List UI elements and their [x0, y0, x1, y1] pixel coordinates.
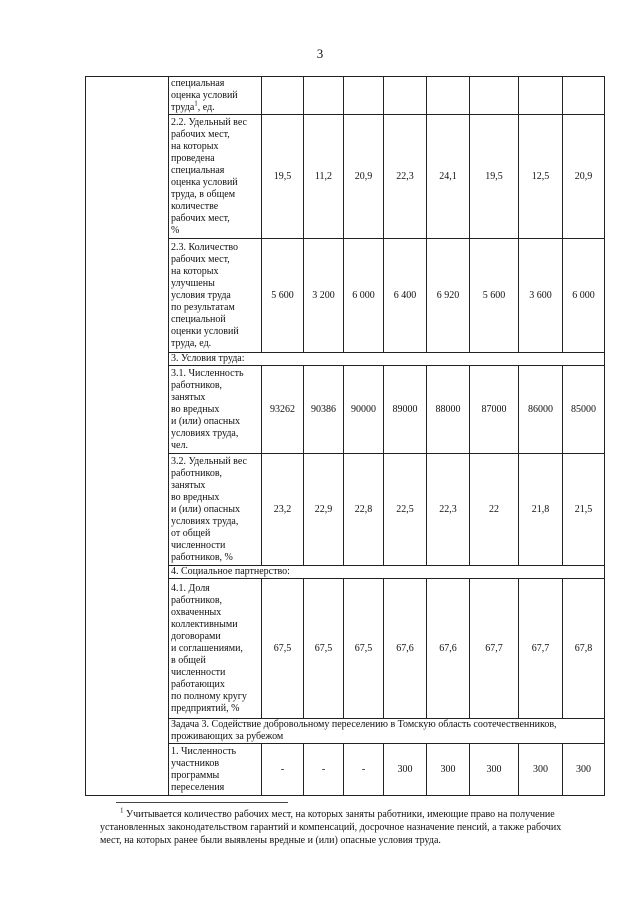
indicator-line: во вредных — [171, 403, 220, 415]
footnote-text: Учитывается количество рабочих мест, на которых заняты работники, имеющие право на получение — [126, 809, 555, 820]
indicator-line: занятых — [171, 391, 206, 403]
indicator-name — [169, 77, 262, 115]
indicator-line: работающих — [171, 678, 225, 690]
indicator-line: на которых — [171, 265, 219, 277]
indicator-line: условиях труда, — [171, 515, 239, 527]
indicator-line: 3.1. Численность — [171, 367, 244, 379]
value-cell: 300 — [384, 744, 427, 796]
section-heading: 4. Социальное партнерство: — [169, 566, 605, 579]
value-cell: 67,5 — [262, 579, 304, 719]
value-cell: 90000 — [344, 366, 384, 454]
indicator-line: в общей — [171, 654, 206, 666]
value-cell: 22,8 — [344, 454, 384, 566]
value-cell: 88000 — [427, 366, 470, 454]
value-cell: 300 — [519, 744, 563, 796]
indicator-line: количестве — [171, 200, 219, 212]
indicator-line: и (или) опасных — [171, 415, 241, 427]
value-cell: 6 920 — [427, 239, 470, 353]
indicator-line: на которых — [171, 140, 219, 152]
value-cell: 21,5 — [563, 454, 605, 566]
indicator-line: во вредных — [171, 491, 220, 503]
value-cell: 20,9 — [563, 115, 605, 239]
indicator-name — [169, 454, 262, 566]
indicator-line: работников, — [171, 467, 223, 479]
indicator-line: 4.1. Доля — [171, 582, 210, 594]
indicator-unit: ед. — [202, 101, 215, 113]
indicator-line: коллективными — [171, 618, 238, 630]
indicator-line: проведена — [171, 152, 215, 164]
indicator-line: оценка условий — [171, 176, 238, 188]
value-cell: 22,3 — [384, 115, 427, 239]
indicator-line: численности — [171, 666, 226, 678]
indicator-line: и соглашениями, — [171, 642, 243, 654]
indicator-name — [169, 579, 262, 719]
indicator-line: участников — [171, 757, 220, 769]
value-cell: 12,5 — [519, 115, 563, 239]
indicator-line: труда$^1$, ед. — [171, 99, 215, 113]
value-cell: 93262 — [262, 366, 304, 454]
indicator-line: от общей — [171, 527, 211, 539]
blank-column-cell — [86, 77, 169, 796]
value-cell: 6 400 — [384, 239, 427, 353]
indicator-line: рабочих мест, — [171, 253, 230, 265]
value-cell — [563, 77, 605, 115]
value-cell: 67,7 — [470, 579, 519, 719]
indicator-line: специальная — [171, 164, 225, 176]
value-cell: 67,8 — [563, 579, 605, 719]
indicator-line: договорами — [171, 630, 221, 642]
value-cell — [519, 77, 563, 115]
value-cell: 5 600 — [262, 239, 304, 353]
footnote-text: мест, на которых ранее были выявлены вредные и (или) опасные условия труда. — [100, 835, 441, 846]
indicator-line: 3.2. Удельный вес — [171, 455, 247, 467]
indicator-text: труда — [171, 101, 195, 113]
indicator-line: труда, в общем — [171, 188, 236, 200]
value-cell: 22,9 — [304, 454, 344, 566]
value-cell: 67,6 — [384, 579, 427, 719]
indicator-line: охваченных — [171, 606, 222, 618]
value-cell: 6 000 — [563, 239, 605, 353]
value-cell: 6 000 — [344, 239, 384, 353]
footnote-line — [100, 808, 602, 821]
indicator-line: чел. — [171, 439, 188, 451]
section-heading: 3. Условия труда: — [169, 353, 605, 366]
indicators-table — [85, 76, 605, 796]
indicator-line: 2.2. Удельный вес — [171, 116, 247, 128]
indicator-line: численности — [171, 539, 226, 551]
value-cell: 85000 — [563, 366, 605, 454]
value-cell: 300 — [563, 744, 605, 796]
indicator-line: условиях труда, — [171, 427, 239, 439]
indicator-line: работников, — [171, 594, 223, 606]
indicator-line: % — [171, 224, 180, 236]
indicator-line: и (или) опасных — [171, 503, 241, 515]
footnote-divider — [116, 802, 288, 803]
footnote — [100, 808, 602, 847]
indicator-line: 2.3. Количество — [171, 241, 239, 253]
indicator-line: оценка условий — [171, 89, 238, 101]
footnote-text: установленных законодательством гарантий и компенсаций, досрочное назначение пенсий, а также рабочих — [100, 822, 562, 833]
value-cell: - — [304, 744, 344, 796]
footnote-marker: 1 — [194, 99, 198, 108]
indicator-line: предприятий, % — [171, 702, 240, 714]
indicator-line: 1. Численность — [171, 745, 237, 757]
indicator-line: труда, ед. — [171, 337, 212, 349]
footnote-number: 1 — [120, 806, 124, 815]
indicator-line: условия труда — [171, 289, 231, 301]
indicator-name — [169, 744, 262, 796]
page-number: 3 — [316, 46, 324, 61]
value-cell — [470, 77, 519, 115]
value-cell: 22,5 — [384, 454, 427, 566]
indicator-line: специальная — [171, 77, 225, 89]
value-cell: 21,8 — [519, 454, 563, 566]
indicator-name — [169, 366, 262, 454]
indicator-line: рабочих мест, — [171, 212, 230, 224]
value-cell — [344, 77, 384, 115]
value-cell: 67,6 — [427, 579, 470, 719]
indicator-line: специальной — [171, 313, 226, 325]
value-cell: 5 600 — [470, 239, 519, 353]
indicator-line: работников, — [171, 379, 223, 391]
value-cell: 20,9 — [344, 115, 384, 239]
indicator-name — [169, 115, 262, 239]
value-cell: 90386 — [304, 366, 344, 454]
value-cell: 23,2 — [262, 454, 304, 566]
value-cell — [304, 77, 344, 115]
footnote-line — [100, 834, 602, 847]
indicator-line: улучшены — [171, 277, 215, 289]
indicator-line: по результатам — [171, 301, 235, 313]
indicator-line: оценки условий — [171, 325, 239, 337]
table-row — [86, 77, 605, 115]
footnote-line — [100, 821, 602, 834]
value-cell: 3 200 — [304, 239, 344, 353]
indicator-line: программы — [171, 769, 220, 781]
value-cell: 24,1 — [427, 115, 470, 239]
value-cell: 22,3 — [427, 454, 470, 566]
value-cell: 86000 — [519, 366, 563, 454]
indicator-line: занятых — [171, 479, 206, 491]
value-cell: 67,5 — [304, 579, 344, 719]
value-cell: - — [262, 744, 304, 796]
indicator-line: рабочих мест, — [171, 128, 230, 140]
value-cell: 300 — [470, 744, 519, 796]
value-cell — [262, 77, 304, 115]
value-cell: 67,7 — [519, 579, 563, 719]
value-cell — [427, 77, 470, 115]
value-cell: 3 600 — [519, 239, 563, 353]
value-cell: 22 — [470, 454, 519, 566]
indicator-line: переселения — [171, 781, 225, 793]
value-cell: 87000 — [470, 366, 519, 454]
value-cell: 19,5 — [470, 115, 519, 239]
indicator-name — [169, 239, 262, 353]
value-cell: 67,5 — [344, 579, 384, 719]
value-cell — [384, 77, 427, 115]
value-cell: 19,5 — [262, 115, 304, 239]
value-cell: 300 — [427, 744, 470, 796]
value-cell: - — [344, 744, 384, 796]
indicator-line: работников, % — [171, 551, 233, 563]
value-cell: 11,2 — [304, 115, 344, 239]
value-cell: 89000 — [384, 366, 427, 454]
indicator-line: по полному кругу — [171, 690, 247, 702]
section-heading: Задача 3. Содействие добровольному переселению в Томскую область соотечественников, проживающих за рубежом — [169, 719, 605, 744]
